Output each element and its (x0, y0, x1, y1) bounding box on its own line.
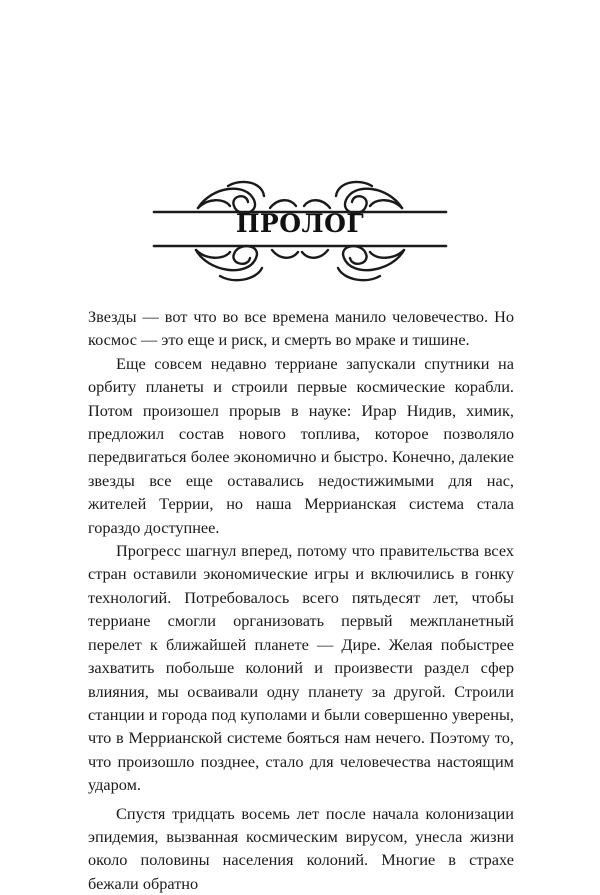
paragraph: Прогресс шагнул вперед, потому что правительства всех стран оставили экономические игры и включились в гонку технологий. Потребовалось всего пятьдесят лет, чтобы терриане смогли организовать первый межпланетный перелет к ближайшей планете — Дире. Желая побыстрее захватить побольше колоний и произвести раздел сфер влияния, мы осваивали одну планету за другой. Строили станции и города под куполами и были совершенно уверены, что в Меррианской системе бояться нам нечего. Поэтому то, что произошло позднее, стало для человечества настоящим ударом. (88, 541, 514, 795)
chapter-title: ПРОЛОГ (235, 209, 365, 238)
paragraph: Звезды — вот что во все времена манило человечество. Но космос — это еще и риск, и смерть во мраке и тишине. (88, 307, 514, 350)
paragraph: Еще совсем недавно терриане запускали спутники на орбиту планеты и строили первые космические корабли. Потом произошел прорыв в науке: Ирар Нидив, химик, предложил состав нового топлива, которое позволяло передвигаться более экономично и быстро. Конечно, далекие звезды все еще оставались недостижимыми для нас, жителей Террии, но наша Меррианская система стала гораздо доступнее. (88, 353, 514, 537)
chapter-body (88, 305, 514, 895)
paragraph: Спустя тридцать восемь лет после начала колонизации эпидемия, вызванная космическим вирусом, унесла жизни около половины населения колоний. Многие в страхе бежали обратно (88, 803, 514, 893)
